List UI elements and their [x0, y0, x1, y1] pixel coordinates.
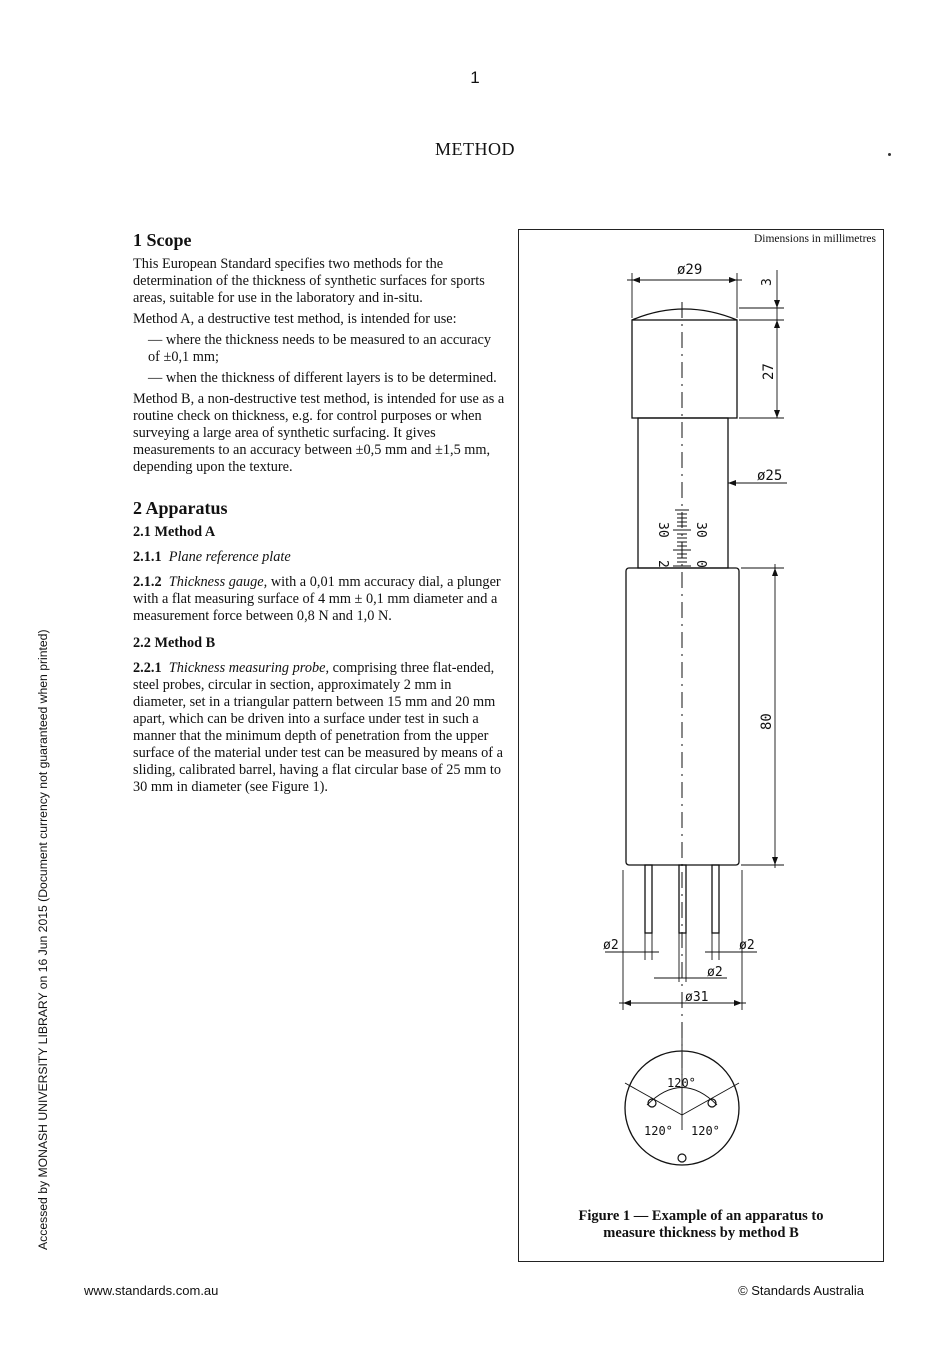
- caption-line-2: measure thickness by method B: [603, 1225, 799, 1241]
- scope-paragraph-1: This European Standard specifies two methods for the determination of the thickness of synthetic surfaces for sports areas, suitable for use in the laboratory and in-situ.: [133, 256, 485, 306]
- arrowheads: [623, 277, 783, 1006]
- label-d2-right: ø2: [739, 938, 755, 953]
- scope-list-item-2: — when the thickness of different layers is to be determined.: [148, 370, 497, 386]
- page-title: METHOD: [435, 139, 515, 159]
- figure-1: [518, 229, 884, 1262]
- label-dim-3: 3: [760, 278, 775, 286]
- label-d2-left: ø2: [603, 938, 619, 953]
- scope-list-item-1: — where the thickness needs to be measured to an accuracy of ±0,1 mm;: [148, 332, 491, 365]
- caption-line-1: Figure 1 — Example of an apparatus to: [578, 1208, 824, 1224]
- scope-paragraph-2: Method A, a destructive test method, is intended for use:: [133, 311, 457, 327]
- text-column: [133, 230, 505, 804]
- clause-2-2-1: [133, 660, 505, 796]
- clause-2-1-2: [133, 574, 505, 625]
- apparatus-heading: 2 Apparatus: [133, 498, 228, 518]
- label-angle-left: 120°: [644, 1124, 673, 1138]
- dimensions-note: Dimensions in millimetres: [753, 233, 876, 245]
- scale-label-30-left: 30: [655, 522, 670, 538]
- scale-ticks: [673, 510, 691, 566]
- clause-title: Thickness measuring probe,: [168, 660, 330, 676]
- figure-caption: [519, 1208, 883, 1242]
- access-side-note: Accessed by MONASH UNIVERSITY LIBRARY on 16 Jun 2015 (Document currency not guaranteed when printed): [36, 629, 50, 1250]
- label-dim-80: 80: [759, 713, 775, 730]
- cap-body: [632, 320, 737, 418]
- page-number: 1: [470, 68, 480, 87]
- scan-speck: [888, 153, 891, 156]
- clause-title: Thickness gauge,: [168, 574, 268, 590]
- clause-title: Plane reference plate: [168, 549, 291, 565]
- probe-left: [645, 865, 652, 933]
- label-angle-top: 120°: [667, 1076, 696, 1090]
- plan-probe-bottom: [678, 1154, 686, 1162]
- scope-paragraph-3: Method B, a non-destructive test method, is intended for use as a routine check on thickness, e.g. for control purposes or when surveying a large area of synthetic surfacing. It gives measurements to an accuracy between ±0,5 mm and ±1,5 mm, depending upon the texture.: [133, 391, 505, 475]
- clause-number: 2.2.1: [133, 660, 162, 676]
- method-b-heading: 2.2 Method B: [133, 635, 216, 651]
- probe-right: [712, 865, 719, 933]
- scale-label-0: 0: [693, 560, 708, 568]
- scale-label-30-right: 30: [693, 522, 708, 538]
- apparatus-drawing: [519, 230, 885, 1200]
- label-angle-right: 120°: [691, 1124, 720, 1138]
- label-d29: ø29: [677, 262, 703, 278]
- scale-label-2: 2: [655, 560, 670, 568]
- footer-copyright: © Standards Australia: [738, 1283, 864, 1298]
- clause-2-1-1: [133, 549, 505, 566]
- footer-website-link[interactable]: www.standards.com.au: [84, 1283, 219, 1298]
- scope-heading: 1 Scope: [133, 230, 192, 250]
- clause-number: 2.1.1: [133, 549, 162, 565]
- cap-dome: [632, 309, 737, 320]
- clause-text: with a 0,01 mm accuracy dial, a plunger with a flat measuring surface of 4 mm ± 0,1 mm diameter and a measurement force between 0,8 N and 1,0 N.: [133, 574, 501, 624]
- label-dim-27: 27: [761, 363, 777, 380]
- label-d2-mid: ø2: [707, 965, 723, 980]
- label-d31: ø31: [685, 990, 709, 1005]
- clause-number: 2.1.2: [133, 574, 162, 590]
- label-d25: ø25: [757, 468, 783, 484]
- clause-text: comprising three flat-ended, steel probes, circular in section, approximately 2 mm in diameter, set in a triangular pattern between 15 mm and 20 mm apart, which can be driven into a surface under test in such a manner that the minimum depth of penetration from the upper surface of the material under test can be measured by means of a sliding, calibrated barrel, having a flat circular base of 25 mm to 30 mm in diameter (see Figure 1).: [133, 660, 503, 795]
- method-a-heading: 2.1 Method A: [133, 524, 216, 540]
